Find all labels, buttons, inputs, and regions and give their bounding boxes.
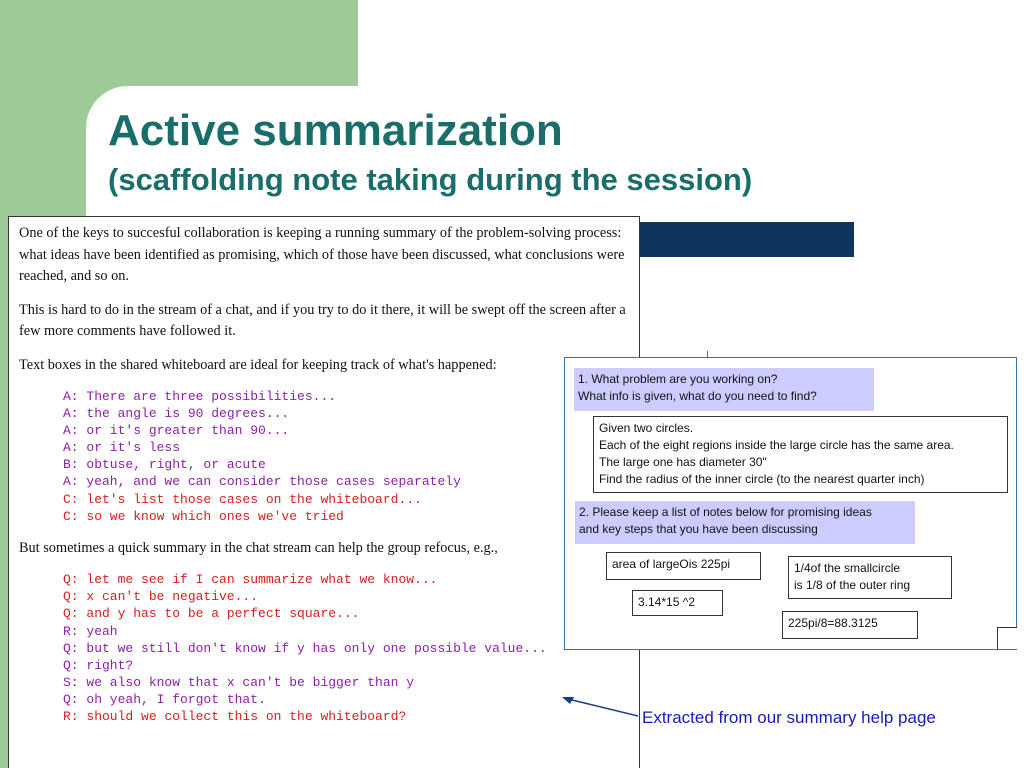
given-line: The large one has diameter 30" xyxy=(599,455,767,469)
note-quarter-line2: is 1/8 of the outer ring xyxy=(794,578,911,592)
chat-line: A: or it's less xyxy=(63,440,181,456)
prompt-notes-line1: 2. Please keep a list of notes below for promising ideas xyxy=(579,505,872,519)
chat-line: S: we also know that x can't be bigger than y xyxy=(63,674,415,690)
chat-line: C: so we know which ones we've tried xyxy=(63,508,344,524)
chat-line: Q: but we still don't know if y has only one possible value... xyxy=(63,640,547,656)
slide-title: Active summarization xyxy=(108,106,563,155)
chat-transcript-two xyxy=(63,571,629,725)
chat-line: R: yeah xyxy=(63,623,118,639)
source-caption: Extracted from our summary help page xyxy=(642,708,936,727)
chat-line: Q: let me see if I can summarize what we know... xyxy=(63,572,438,588)
whiteboard-prompt-notes xyxy=(575,501,915,544)
chat-line: Q: and y has to be a perfect square... xyxy=(63,606,360,622)
help-page-excerpt xyxy=(8,216,640,768)
chat-line: B: obtuse, right, or acute xyxy=(63,457,266,473)
chat-line: A: or it's greater than 90... xyxy=(63,423,290,439)
given-line: Each of the eight regions inside the large circle has the same area. xyxy=(599,438,954,452)
note-quarter-box[interactable] xyxy=(788,556,952,599)
given-line: Given two circles. xyxy=(599,421,694,435)
note-area-box[interactable] xyxy=(606,552,761,580)
whiteboard-prompt-problem xyxy=(574,368,874,411)
slide-subtitle: (scaffolding note taking during the session) xyxy=(108,162,753,197)
chat-line: Q: oh yeah, I forgot that. xyxy=(63,691,266,707)
note-result-text: 225pi/8=88.3125 xyxy=(788,616,878,630)
note-calc-box[interactable] xyxy=(632,590,723,616)
chat-line: A: There are three possibilities... xyxy=(63,389,337,404)
intro-paragraph: One of the keys to succesful collaboration is keeping a running summary of the problem-solving process: what ideas have been identified as promising, which of those have been discussed, what conclusions were reached, and so on. xyxy=(19,225,625,284)
note-calc-text: 3.14*15 ^2 xyxy=(638,595,696,609)
whiteboard-paragraph: Text boxes in the shared whiteboard are ideal for keeping track of what's happened: xyxy=(19,356,497,373)
prompt-problem-line1: 1. What problem are you working on? xyxy=(578,372,778,386)
note-result-box[interactable] xyxy=(782,611,918,639)
chat-stream-paragraph: This is hard to do in the stream of a chat, and if you try to do it there, it will be swept off the screen after a few more comments have followed it. xyxy=(19,301,626,339)
note-area-text: area of largeOis 225pi xyxy=(612,557,731,571)
chat-line: Q: right? xyxy=(63,657,134,673)
chat-line: R: should we collect this on the whiteboard? xyxy=(63,709,407,724)
given-line: Find the radius of the inner circle (to the nearest quarter inch) xyxy=(599,472,925,486)
chat-transcript-one xyxy=(63,388,629,525)
whiteboard-resize-corner[interactable] xyxy=(997,627,1017,649)
decorative-navy-bar xyxy=(630,222,854,257)
pointer-arrow-icon xyxy=(560,693,640,723)
whiteboard-given-box[interactable] xyxy=(593,416,1008,493)
note-quarter-line1: 1/4of the smallcircle xyxy=(794,561,901,575)
prompt-problem-line2: What info is given, what do you need to find? xyxy=(578,389,817,403)
chat-line: C: let's list those cases on the whiteboard... xyxy=(63,491,422,507)
prompt-notes-line2: and key steps that you have been discussing xyxy=(579,522,818,536)
chat-line: A: yeah, and we can consider those cases separately xyxy=(63,474,461,490)
chat-line: A: the angle is 90 degrees... xyxy=(63,406,290,422)
chat-line: Q: x can't be negative... xyxy=(63,589,259,605)
summary-paragraph: But sometimes a quick summary in the chat stream can help the group refocus, e.g., xyxy=(19,539,498,556)
